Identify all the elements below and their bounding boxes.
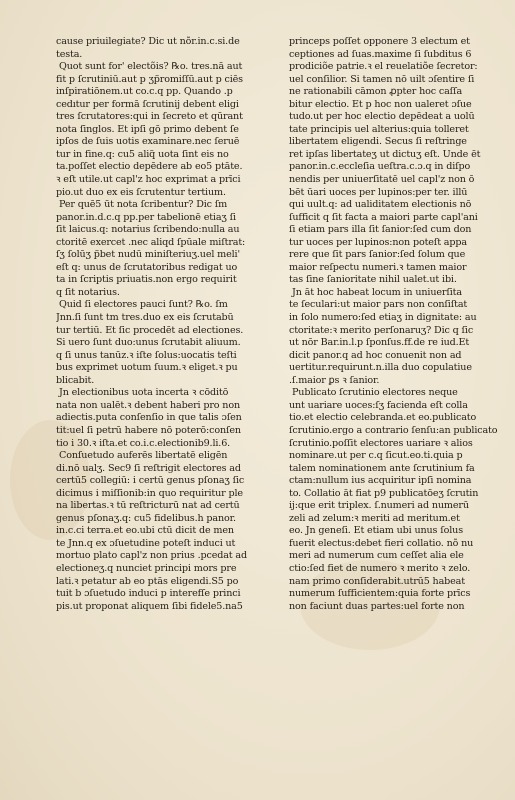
text-line: panor.in.d.c.q pp.per tabelionē etiaʒ ſi: [56, 211, 236, 223]
text-line: pio.ut duo ex eis ſcrutentur tertium.: [56, 186, 226, 198]
text-line: ſi etiam pars illa ſit ſanior:ſed cum don: [289, 224, 472, 236]
text-line: tuit b ɔſuetudo induci p interefſe princi: [56, 588, 241, 600]
text-line: te ſeculari:ut maior pars non conſiſtat: [289, 299, 468, 311]
text-line: Per quē5 ūt nota ſcribentur? Dic ſm: [59, 199, 228, 211]
text-line: certū5 collegiū: i certū genus pſonaʒ ſic: [56, 475, 245, 487]
text-line: tio.et electio celebranda.et eo.publicato: [289, 412, 477, 424]
text-line: tur uoces per lupinos:non poteſt appa: [289, 236, 467, 248]
text-line: genus pſonaʒ.q: cu5 fidelibus.h panor.: [56, 512, 236, 524]
text-line: uertitur.requirunt.n.illa duo copulatiue: [289, 362, 472, 374]
text-line: eo. Jn geneſi. Et etiam ubi unus ſolus: [289, 525, 463, 537]
text-line: Conſuetudo auferēs libertatē eligēn: [59, 450, 228, 462]
text-line: to. Collatio āt fiat p9 publicatōeʒ ſcrutin: [289, 487, 479, 499]
text-line: blicabit.: [56, 374, 95, 386]
text-line: zeli ad zelum:ꝛ meriti ad meritum.et: [289, 512, 460, 524]
text-line: di.nō ualʒ. Sec9 ſi reſtrigit electores ad: [56, 462, 241, 474]
text-line: testa.: [56, 48, 83, 60]
text-line: pis.ut proponat aliquem ſibi fidele5.na5: [56, 600, 243, 612]
text-line: ctio:ſed fiet de numero ꝛ merito ꝛ zelo.: [289, 562, 471, 574]
text-line: tio i 30.ꝛ iſta.et co.i.c.electionib9.li.6.: [56, 437, 231, 449]
text-line: in ſolo numero:ſed etiaʒ in dignitate: au: [289, 312, 477, 324]
text-line: ſcrutinio.poſſit electores uariare ꝛ alios: [289, 437, 473, 449]
text-line: tur in fine.q: cu5 aliq̃ uota ſint eis no: [56, 148, 229, 160]
text-line: electioneʒ.q nunciet principi mors pre: [56, 562, 237, 574]
text-line: ceptiones ad ſuas.maxime ſi ſubditus 6: [289, 48, 472, 60]
text-line: q ſit notarius.: [56, 286, 120, 298]
text-line: talem nominationem ante ſcrutinium fa: [289, 462, 475, 474]
text-line: q ſi unus tanūz.ꝛ iſte ſolus:uocatis teſti: [56, 349, 237, 361]
text-line: eſt q: unus de ſcrutatoribus redigat uo: [56, 261, 238, 273]
text-line: princeps poſſet opponere 3 electum et: [289, 36, 470, 47]
text-line: nam primo conſiderabit.utrū5 habeat: [289, 575, 465, 587]
text-line: unt uariare uoces:ſʒ facienda eſt colla: [289, 399, 468, 411]
text-line: tur tertiū. Et ſic procedēt ad electiones.: [56, 324, 244, 336]
text-line: in.c.ci terra.et eo.ubi ctū dicit de men: [56, 525, 234, 537]
text-line: ret ipſas libertateʒ ut dictuʒ eſt. Unde ēt: [289, 148, 481, 160]
text-line: ſcrutinio.ergo a contrario ſenſu:an publicato: [289, 424, 498, 436]
right-text-column: [289, 36, 501, 613]
text-line: uel conſilior. Si tamen nō uilt ɔſentire ſi: [289, 73, 475, 85]
text-line: ipſos de ſuis uotis examinare.nec ſeruē: [56, 136, 240, 148]
text-line: Quid ſi electores pauci ſunt? ℞o. ſm: [59, 299, 228, 311]
text-line: fuerit electus:debet fieri collatio. nõ nu: [289, 537, 474, 549]
text-line: ꝛ eſt utile.ut capl'z hoc exprimat a prīci: [56, 174, 241, 186]
text-line: nominare.ut per c.q ſicut.eo.ti.quia p: [289, 450, 463, 462]
text-line: nata non ualēt.ꝛ debent haberi pro non: [56, 399, 240, 411]
text-line: fit p ſcrutiniū.aut p ʒp̃romiſſū.aut p ciēs: [56, 73, 243, 85]
text-line: meri ad numerum cum ceſſet alia ele: [289, 550, 464, 562]
text-line: dicimus i miſſionib:in quo requiritur ple: [56, 487, 243, 499]
text-line: lati.ꝛ petatur ab eo ptās eligendi.S5 po: [56, 575, 239, 587]
text-line: non faciunt duas partes:uel forte non: [289, 600, 465, 612]
text-line: prodiciõe patrie.ꝛ el reuelatiõe ſecretor:: [289, 61, 478, 73]
text-line: rere que ſit pars ſanior:ſed ſolum que: [289, 249, 466, 261]
text-line: tudo.ut per hoc electio depēdeat a uolū: [289, 111, 475, 123]
text-line: qui uult.q: ad ualiditatem electionis nō: [289, 199, 472, 211]
text-line: cause priuilegiate? Dic ut nõr.in.c.si.de: [56, 36, 240, 47]
text-line: ctam:nullum ius acquiritur ipſi nomina: [289, 475, 472, 487]
text-line: tas ſine ſanioritate nihil ualet.ut ibi.: [289, 274, 457, 286]
text-line: dicit panor.q ad hoc conuenit non ad: [289, 349, 462, 361]
text-line: ne rationabili cāmon ꝓpter hoc caſſa: [289, 86, 463, 98]
text-line: nota ſinglos. Et ipſi gō primo debent ſe: [56, 123, 239, 135]
text-line: ut nōr Bar.in.l.p ſponſus.ff.de re iud.Et: [289, 337, 470, 349]
text-line: ctoritē exercet .nec aliqd ſpūale miſtrat:: [56, 236, 246, 248]
text-line: libertatem eligendi. Secus ſi reſtringe: [289, 136, 467, 148]
text-line: te Jnn.q ex ɔſuetudine poteſt induci ut: [56, 537, 236, 549]
text-line: adiectis.puta conſenſio in que talis ɔſen: [56, 412, 242, 424]
text-line: .ſ.maior ꝑs ꝛ ſanior.: [289, 374, 380, 386]
text-line: ta in ſcriptis priuatis.non ergo requirit: [56, 274, 237, 286]
text-line: ctoritate:ꝛ merito perſonaruʒ? Dic q ſic: [289, 324, 474, 336]
text-line: ij:que erit triplex. ſ.numeri ad numerū: [289, 500, 469, 512]
text-line: tres ſcrutatores:qui in ſecreto et qūrant: [56, 111, 243, 123]
text-line: Si uero ſunt duo:unus ſcrutabit aliuum.: [56, 337, 241, 349]
text-line: Publicato ſcrutinio electores neque: [292, 387, 458, 399]
text-line: ſufficit q ſit facta a maiori parte capl'ani: [289, 211, 478, 223]
text-line: bēt ūari uoces per lupinos:per ter. illū: [289, 186, 468, 198]
text-line: na libertas.ꝛ tū reſtricturū nat ad certū: [56, 500, 240, 512]
text-line: Jn electionibus uota incerta ꝛ cōditō: [59, 387, 229, 399]
text-line: tit:uel ſi petrū habere nō poterō:conſen: [56, 424, 241, 436]
text-line: cedıtur per formā ſcrutinij debent eligi: [56, 98, 239, 110]
text-line: bitur electio. Et p hoc non ualeret ɔſue: [289, 98, 472, 110]
text-line: Jn āt hoc habeat locum in uniuerſita: [292, 286, 462, 298]
left-text-column: [56, 36, 284, 613]
text-line: Jnn.ſi ſunt tm tres.duo ex eis ſcrutabū: [56, 312, 234, 324]
text-line: nendis per uniuerſitatē uel capl'z non ō: [289, 174, 475, 186]
text-line: ſit laicus.q: notarius ſcribendo:nulla au: [56, 224, 240, 236]
text-line: bus exprimet uotum ſuum.ꝛ eliget.ꝛ pu: [56, 362, 238, 374]
text-line: tate principis uel alterius:quia tolleret: [289, 123, 469, 135]
text-line: ſʒ ſolūʒ p̃bet nudū miniſteriuʒ.uel meli': [56, 249, 240, 261]
text-line: maior reſpectu numeri.ꝛ tamen maior: [289, 261, 467, 273]
text-line: ta.poſſet electio depēdere ab eo5 ptāte.: [56, 161, 243, 173]
text-line: mortuo plato capl'z non prius .pcedat ad: [56, 550, 247, 562]
text-line: Quot sunt for' electõis? ℞o. tres.nā aut: [59, 61, 243, 73]
text-line: numerum ſufficientem:quia forte prīcs: [289, 588, 471, 600]
text-line: panor.in.c.eccleſia ueſtra.c.ɔ.q in diſpo: [289, 161, 471, 173]
text-line: inſpiratiōnem.ut co.c.q pp. Quando .p: [56, 86, 233, 98]
